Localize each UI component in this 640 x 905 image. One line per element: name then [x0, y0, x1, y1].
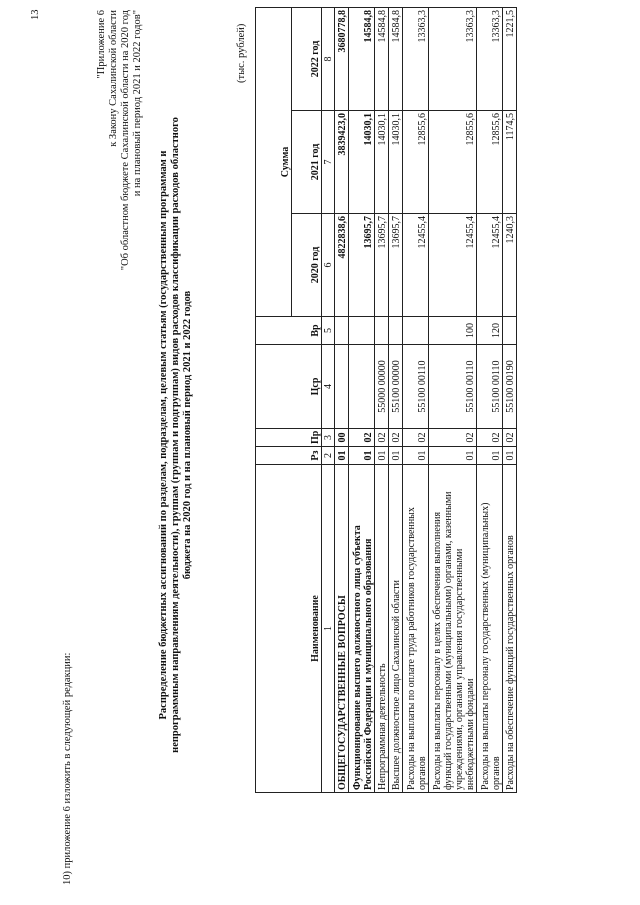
budget-table: [255, 7, 517, 793]
intro-text: 10) приложение 6 изложить в следующей редакции:: [62, 652, 73, 885]
row-rz: 01: [503, 447, 517, 465]
row-rz: 01: [477, 447, 503, 465]
table-index-row: [322, 7, 335, 792]
title-line: бюджета на 2020 год и на плановый период 2021 и 2022 годов: [182, 290, 193, 580]
header-year-2020: 2020 год: [292, 214, 322, 317]
row-2022: 13363,3: [403, 7, 429, 110]
row-name: [349, 465, 375, 793]
header-pr: Пр: [256, 429, 322, 447]
row-vr: [375, 317, 389, 345]
row-vr: [389, 317, 403, 345]
row-pr: 00: [335, 429, 349, 447]
row-vr: 100: [429, 317, 477, 345]
table-row: [429, 7, 477, 792]
row-csr: 55100 00110: [477, 345, 503, 429]
row-2022: 1221,5: [503, 7, 517, 110]
row-2022: 3680778,8: [335, 7, 349, 110]
row-name: [403, 465, 429, 793]
title-line: непрограммным направлениям деятельности), группам (группам и подгруппам) видов расходов классификации расходов областного: [170, 117, 181, 753]
row-name: [503, 465, 517, 793]
header-name: Наименование: [256, 465, 322, 793]
table-row: [335, 7, 349, 792]
row-csr: 55100 00190: [503, 345, 517, 429]
header-rz: Рз: [256, 447, 322, 465]
page-number: 13: [30, 9, 41, 20]
row-2022: 14584,8: [389, 7, 403, 110]
row-2020: 13695,7: [349, 214, 375, 317]
row-name-line: Функционирование высшего должностного лица субъекта: [352, 525, 363, 790]
row-pr: 02: [389, 429, 403, 447]
row-2021: 14030,1: [375, 111, 389, 214]
table-row: [389, 7, 403, 792]
header-csr: Цср: [256, 345, 322, 429]
row-name-line: Расходы на обеспечение функций государственных органов: [505, 535, 516, 790]
row-csr: [335, 345, 349, 429]
row-2020: 4822838,6: [335, 214, 349, 317]
row-2020: 12455,4: [403, 214, 429, 317]
row-csr: 55000 00000: [375, 345, 389, 429]
row-name-line: Высшее должностное лицо Сахалинской области: [391, 579, 402, 790]
row-name-line: Расходы на выплаты персоналу государственных (муниципальных): [480, 502, 491, 790]
row-pr: 02: [503, 429, 517, 447]
row-name: [375, 465, 389, 793]
index-cell: 5: [322, 317, 335, 345]
row-rz: 01: [335, 447, 349, 465]
row-name-line: Непрограммная деятельность: [377, 663, 388, 790]
row-2021: 12855,6: [403, 111, 429, 214]
index-cell: 2: [322, 447, 335, 465]
row-2021: 3839423,0: [335, 111, 349, 214]
row-name-line: Российской Федерации и муниципального образования: [363, 538, 374, 790]
row-2021: 14030,1: [389, 111, 403, 214]
appendix-line: "Приложение 6: [96, 10, 107, 79]
header-vr: Вр: [256, 317, 322, 345]
appendix-line: "Об областном бюджете Сахалинской области на 2020 год: [120, 10, 131, 271]
row-name-line: Расходы на выплаты по оплате труда работников государственных: [406, 507, 417, 790]
row-name: [389, 465, 403, 793]
row-pr: 02: [375, 429, 389, 447]
index-cell: 7: [322, 111, 335, 214]
index-cell: 6: [322, 214, 335, 317]
table-row: [477, 7, 503, 792]
appendix-reference: [96, 10, 144, 430]
index-cell: 3: [322, 429, 335, 447]
row-vr: [403, 317, 429, 345]
row-name-line: органов: [491, 756, 502, 790]
row-2021: 1174,5: [503, 111, 517, 214]
row-name-line: функций государственными (муниципальными) органами, казенными: [443, 491, 454, 790]
row-name: [477, 465, 503, 793]
table-row: [375, 7, 389, 792]
index-cell: 4: [322, 345, 335, 429]
header-year-2022: 2022 год: [292, 7, 322, 110]
row-2020: 12455,4: [429, 214, 477, 317]
table-row: [403, 7, 429, 792]
row-2022: 13363,3: [477, 7, 503, 110]
row-2020: 1240,3: [503, 214, 517, 317]
row-2020: 13695,7: [389, 214, 403, 317]
row-2020: 13695,7: [375, 214, 389, 317]
row-rz: 01: [349, 447, 375, 465]
table-row: [503, 7, 517, 792]
appendix-line: и на плановый период 2021 и 2022 годов": [132, 10, 143, 197]
row-csr: [349, 345, 375, 429]
row-2020: 12455,4: [477, 214, 503, 317]
row-rz: 01: [429, 447, 477, 465]
row-2022: 14584,8: [375, 7, 389, 110]
row-name-line: органов: [417, 756, 428, 790]
row-rz: 01: [375, 447, 389, 465]
row-pr: 02: [477, 429, 503, 447]
row-vr: 120: [477, 317, 503, 345]
index-cell: 1: [322, 465, 335, 793]
units-label: (тыс. рублей): [236, 23, 247, 83]
row-pr: 02: [349, 429, 375, 447]
index-cell: 8: [322, 7, 335, 110]
row-pr: 02: [429, 429, 477, 447]
row-pr: 02: [403, 429, 429, 447]
row-vr: [503, 317, 517, 345]
title-line: Распределение бюджетных ассигнований по разделам, подразделам, целевым статьям (государственным программам и: [158, 150, 169, 720]
row-name: [335, 465, 349, 793]
row-rz: 01: [403, 447, 429, 465]
row-name-line: ОБЩЕГОСУДАРСТВЕННЫЕ ВОПРОСЫ: [337, 595, 348, 790]
row-2022: 13363,3: [429, 7, 477, 110]
table-row: [349, 7, 375, 792]
row-2021: 12855,6: [429, 111, 477, 214]
header-year-2021: 2021 год: [292, 111, 322, 214]
row-rz: 01: [389, 447, 403, 465]
row-name-line: Расходы на выплаты персоналу в целях обеспечения выполнения: [432, 511, 443, 790]
row-name-line: учреждениями, органами управления государственными: [454, 548, 465, 790]
table-header-row: [256, 7, 292, 792]
row-2022: 14584,8: [349, 7, 375, 110]
row-csr: 55100 00000: [389, 345, 403, 429]
row-csr: 55100 00110: [429, 345, 477, 429]
header-sum: Сумма: [256, 7, 292, 316]
appendix-line: к Закону Сахалинской области: [108, 10, 119, 147]
row-csr: 55100 00110: [403, 345, 429, 429]
row-name-line: внебюджетными фондами: [465, 678, 476, 790]
row-2021: 12855,6: [477, 111, 503, 214]
row-2021: 14030,1: [349, 111, 375, 214]
row-vr: [349, 317, 375, 345]
row-vr: [335, 317, 349, 345]
document-title: [158, 5, 194, 865]
row-name: [429, 465, 477, 793]
